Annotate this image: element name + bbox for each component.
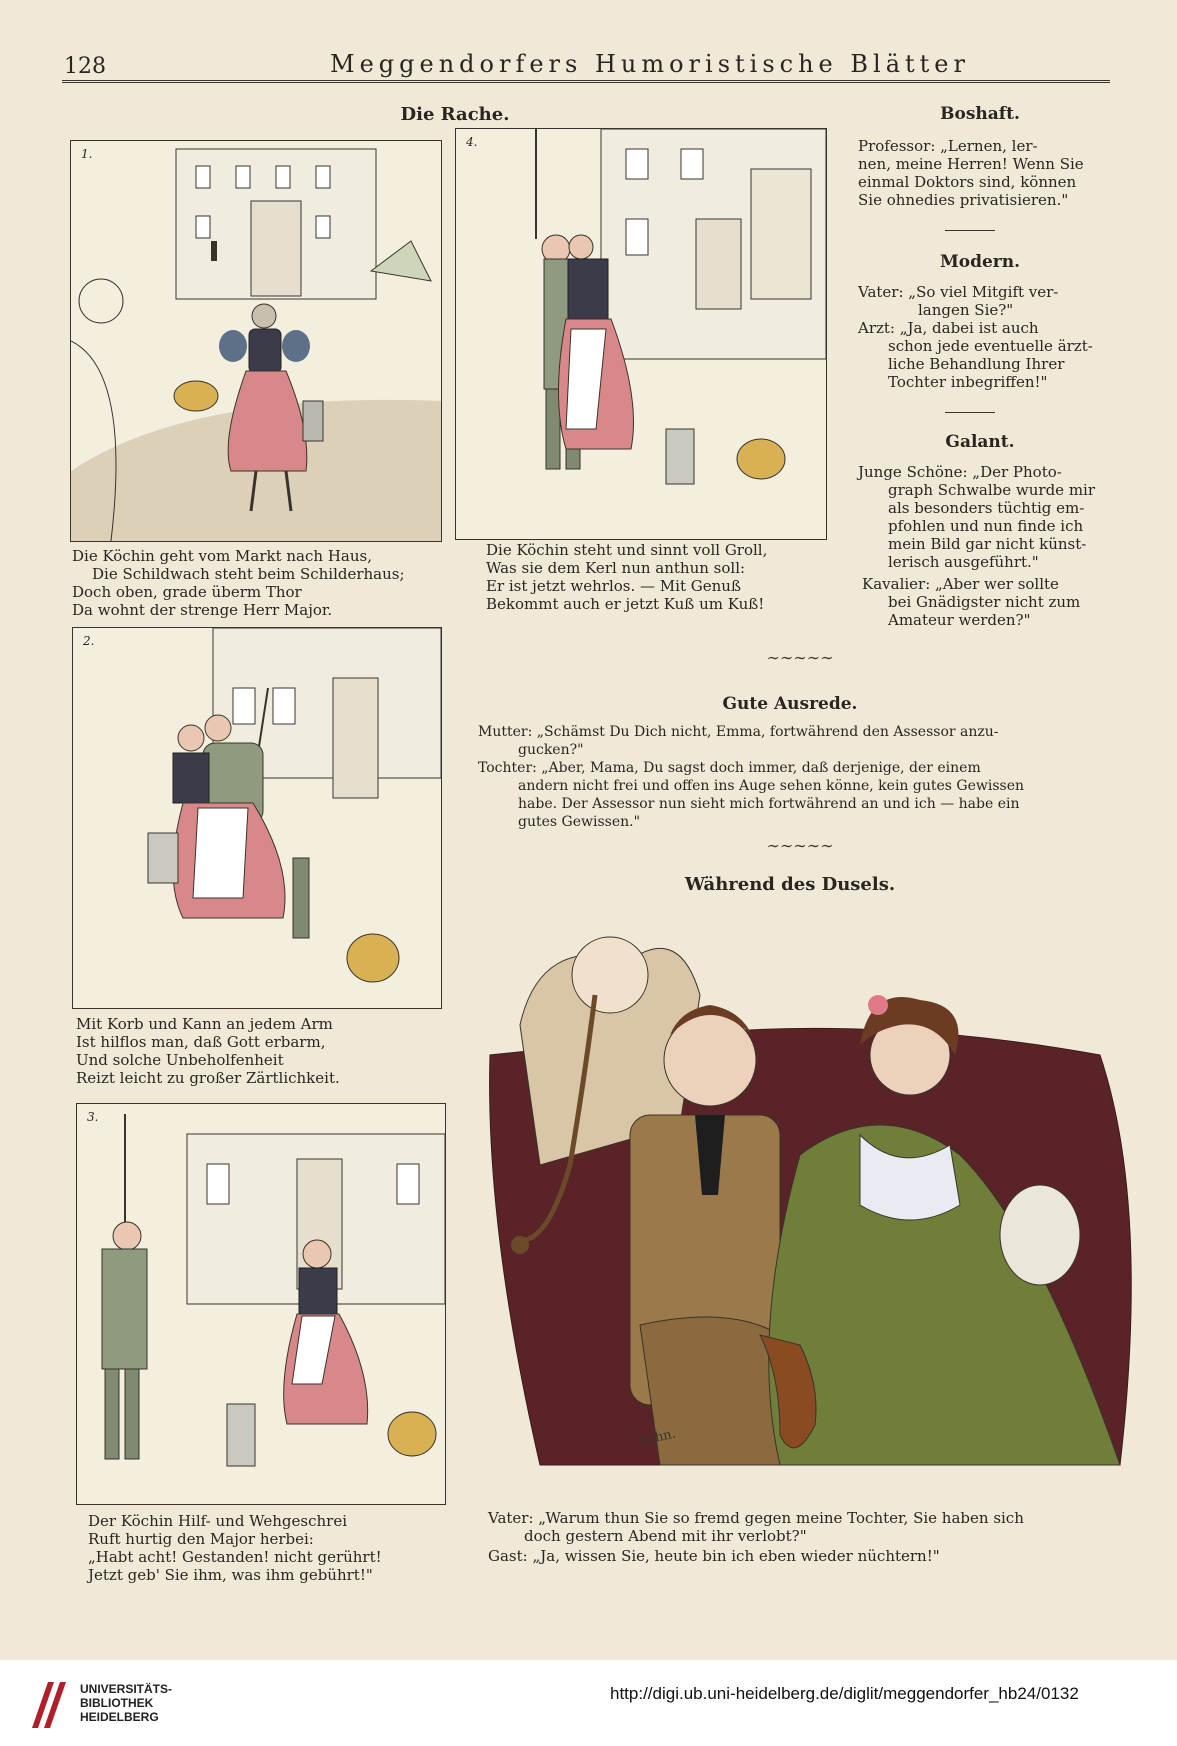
- modern-line: liche Behandlung Ihrer: [888, 355, 1065, 373]
- modern-line: schon jede eventuelle ärzt-: [888, 337, 1093, 355]
- header-rule: [62, 80, 1110, 83]
- galant-line: Junge Schöne: „Der Photo-: [858, 463, 1062, 481]
- rache-title: Die Rache.: [400, 104, 510, 125]
- institution-line: BIBLIOTHEK: [80, 1696, 154, 1710]
- verse-1-line: Die Köchin geht vom Markt nach Haus,: [72, 547, 372, 565]
- galant-line: mein Bild gar nicht künst-: [888, 535, 1087, 553]
- comic-panel-2: [72, 627, 442, 1009]
- verse-4-line: Was sie dem Kerl nun anthun soll:: [486, 559, 746, 577]
- ausrede-title: Gute Ausrede.: [722, 694, 858, 714]
- modern-line: langen Sie?": [918, 301, 1014, 319]
- footer-url-link[interactable]: http://digi.ub.uni-heidelberg.de/diglit/meggendorfer_hb24/0132: [610, 1684, 1079, 1703]
- dusel-line: doch gestern Abend mit ihr verlobt?": [524, 1527, 807, 1545]
- panel-4-illustration: [456, 129, 826, 539]
- ausrede-line: andern nicht frei und offen ins Auge sehen könne, kein gutes Gewissen: [518, 778, 1025, 794]
- panel-1-illustration: [71, 141, 441, 541]
- footer-institution: [80, 1682, 172, 1724]
- verse-1-line: Da wohnt der strenge Herr Major.: [72, 601, 333, 619]
- institution-line: UNIVERSITÄTS-: [80, 1682, 173, 1696]
- verse-4-line: Er ist jetzt wehrlos. — Mit Genuß: [486, 577, 741, 595]
- verse-2-line: Reizt leicht zu großer Zärtlichkeit.: [76, 1069, 340, 1087]
- boshaft-line: einmal Doktors sind, können: [858, 173, 1077, 191]
- verse-1-line: Doch oben, grade überm Thor: [72, 583, 302, 601]
- verse-3-line: Ruft hurtig den Major herbei:: [88, 1530, 314, 1548]
- galant-line: lerisch ausgeführt.": [888, 553, 1039, 571]
- verse-2-line: Mit Korb und Kann an jedem Arm: [76, 1015, 333, 1033]
- boshaft-line: Sie ohnedies privatisieren.": [858, 191, 1069, 209]
- panel-3-illustration: [77, 1104, 445, 1504]
- galant-line: pfohlen und nun finde ich: [888, 517, 1084, 535]
- galant-line: bei Gnädigster nicht zum: [888, 593, 1081, 611]
- panel-number: 1.: [81, 147, 93, 161]
- university-logo-icon: [28, 1676, 72, 1734]
- galant-line: Kavalier: „Aber wer sollte: [862, 575, 1059, 593]
- wavy-separator: ∼∼∼∼∼: [766, 836, 834, 855]
- ausrede-line: Mutter: „Schämst Du Dich nicht, Emma, fortwährend den Assessor anzu-: [478, 724, 999, 740]
- boshaft-line: Professor: „Lernen, ler-: [858, 137, 1038, 155]
- galant-line: graph Schwalbe wurde mir: [888, 481, 1096, 499]
- institution-line: HEIDELBERG: [80, 1710, 159, 1724]
- comic-panel-3: [76, 1103, 446, 1505]
- dusel-title: Während des Dusels.: [684, 874, 896, 895]
- verse-4-line: Die Köchin steht und sinnt voll Groll,: [486, 541, 768, 559]
- ausrede-line: Tochter: „Aber, Mama, Du sagst doch immer, daß derjenige, der einem: [478, 760, 981, 776]
- svg-text:Schn.: Schn.: [637, 1426, 678, 1449]
- modern-line: Tochter inbegriffen!": [888, 373, 1048, 391]
- verse-3-line: Der Köchin Hilf- und Wehgeschrei: [88, 1512, 347, 1530]
- page-number: 128: [64, 54, 106, 79]
- dusel-line: Vater: „Warum thun Sie so fremd gegen meine Tochter, Sie haben sich: [488, 1509, 1024, 1527]
- verse-2-line: Und solche Unbeholfenheit: [76, 1051, 284, 1069]
- verse-1-line: Die Schildwach steht beim Schilderhaus;: [92, 565, 405, 583]
- modern-line: Vater: „So viel Mitgift ver-: [858, 283, 1059, 301]
- separator-rule: [945, 412, 995, 413]
- ausrede-line: habe. Der Assessor nun sieht mich fortwährend an und ich — habe ein: [518, 796, 1020, 812]
- ausrede-line: gutes Gewissen.": [518, 814, 641, 830]
- verse-2-line: Ist hilflos man, daß Gott erbarm,: [76, 1033, 326, 1051]
- ausrede-line: gucken?": [518, 742, 584, 758]
- galant-title: Galant.: [945, 432, 1015, 452]
- journal-title: Meggendorfers Humoristische Blätter: [330, 50, 970, 78]
- panel-number: 3.: [87, 1110, 99, 1124]
- separator-rule: [945, 230, 995, 231]
- galant-line: als besonders tüchtig em-: [888, 499, 1085, 517]
- wavy-separator: ∼∼∼∼∼: [766, 648, 834, 667]
- panel-number: 2.: [83, 634, 95, 648]
- boshaft-line: nen, meine Herren! Wenn Sie: [858, 155, 1084, 173]
- verse-3-line: „Habt acht! Gestanden! nicht gerührt!: [88, 1548, 382, 1566]
- dusel-line: Gast: „Ja, wissen Sie, heute bin ich eben wieder nüchtern!": [488, 1547, 940, 1565]
- panel-number: 4.: [466, 135, 478, 149]
- galant-line: Amateur werden?": [888, 611, 1031, 629]
- boshaft-title: Boshaft.: [940, 104, 1020, 124]
- verse-3-line: Jetzt geb' Sie ihm, was ihm gebührt!": [88, 1566, 373, 1584]
- comic-panel-4: [455, 128, 827, 540]
- panel-2-illustration: [73, 628, 441, 1008]
- comic-panel-1: [70, 140, 442, 542]
- modern-line: Arzt: „Ja, dabei ist auch: [858, 319, 1039, 337]
- modern-title: Modern.: [939, 252, 1021, 272]
- dusel-illustration: [480, 905, 1150, 1505]
- verse-4-line: Bekommt auch er jetzt Kuß um Kuß!: [486, 595, 765, 613]
